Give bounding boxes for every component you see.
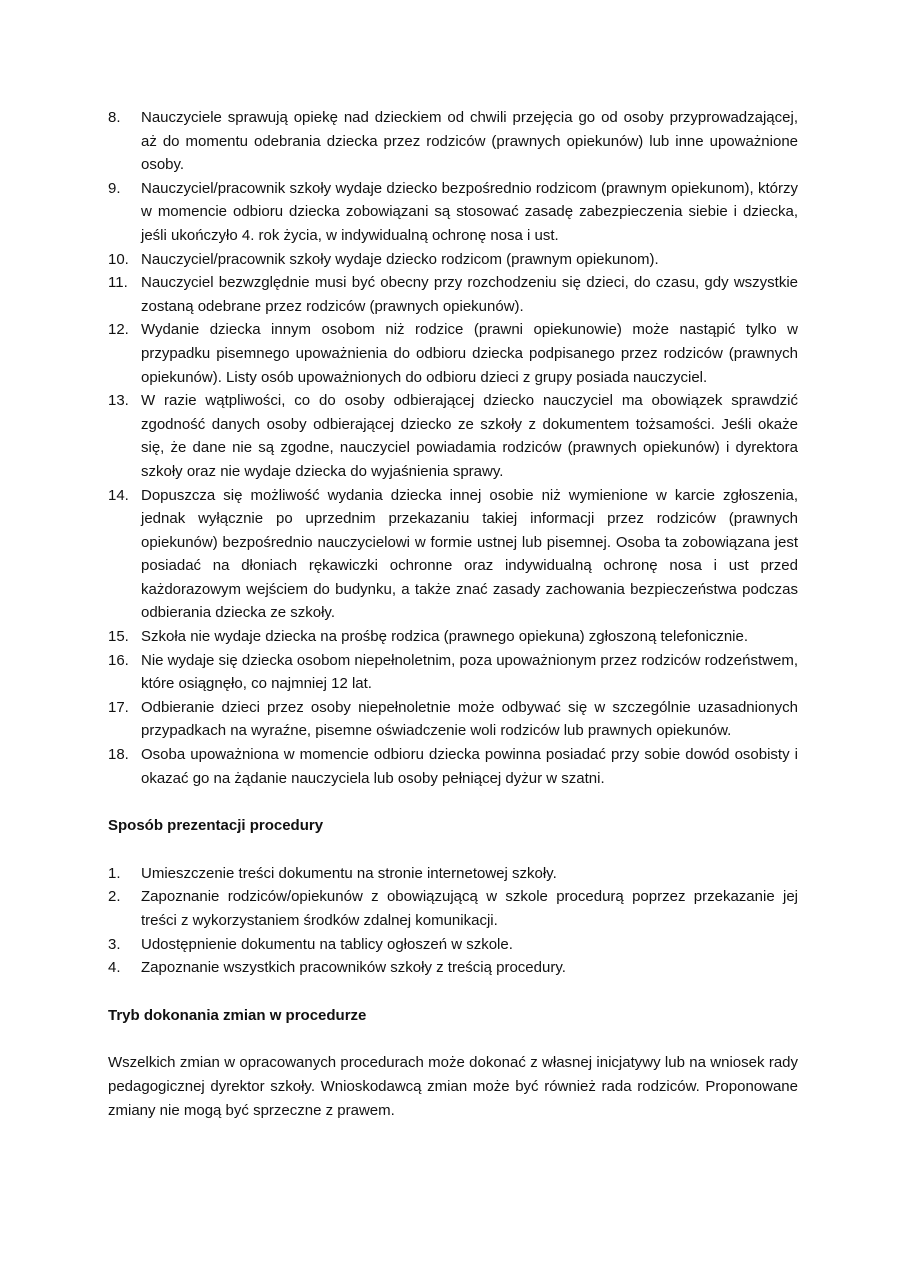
- item-number: 1.: [108, 864, 121, 882]
- item-text: W razie wątpliwości, co do osoby odbierającej dziecko nauczyciel ma obowiązek sprawdzić zgodność danych osoby odbierającej dziecko ze szkoły z dokumentem tożsamości. Jeśli okaże się, że dane nie są zgodne, nauczyciel powiadamia rodziców (prawnych opiekunów) i dyrektora szkoły oraz nie wydaje dziecka do wyjaśnienia sprawy.: [141, 392, 798, 480]
- document-page: [108, 106, 798, 1122]
- list-item: [108, 743, 798, 790]
- presentation-list: [108, 862, 798, 980]
- item-text: Osoba upoważniona w momencie odbioru dziecka powinna posiadać przy sobie dowód osobisty i okazać go na żądanie nauczyciela lub osoby pełniącej dyżur w szatni.: [141, 746, 798, 787]
- list-item: [108, 177, 798, 248]
- item-number: 11.: [108, 274, 128, 292]
- item-text: Szkoła nie wydaje dziecka na prośbę rodzica (prawnego opiekuna) zgłoszoną telefonicznie.: [141, 628, 749, 646]
- item-text: Udostępnienie dokumentu na tablicy ogłoszeń w szkole.: [141, 935, 513, 953]
- item-number: 2.: [108, 888, 121, 906]
- item-number: 18.: [108, 746, 129, 764]
- item-number: 15.: [108, 628, 129, 646]
- item-text: Nie wydaje się dziecka osobom niepełnoletnim, poza upoważnionym przez rodziców rodzeństwem, które osiągnęło, co najmniej 12 lat.: [141, 651, 798, 693]
- item-number: 3.: [108, 935, 121, 953]
- list-item: [108, 271, 798, 318]
- item-number: 9.: [108, 179, 121, 197]
- list-item: [108, 389, 798, 483]
- list-item: [108, 106, 798, 177]
- item-number: 10.: [108, 250, 129, 268]
- item-number: 16.: [108, 651, 129, 669]
- item-number: 4.: [108, 959, 121, 977]
- item-text: Zapoznanie rodziców/opiekunów z obowiązującą w szkole procedurą poprzez przekazanie jej treści z wykorzystaniem środków zdalnej komunikacji.: [141, 888, 798, 929]
- list-item: [108, 862, 798, 886]
- item-number: 12.: [108, 321, 129, 339]
- list-item: [108, 248, 798, 272]
- list-item: [108, 484, 798, 626]
- item-text: Umieszczenie treści dokumentu na stronie internetowej szkoły.: [141, 864, 557, 882]
- item-text: Zapoznanie wszystkich pracowników szkoły z treścią procedury.: [141, 959, 566, 977]
- section-heading-changes: Tryb dokonania zmian w procedurze: [108, 1006, 367, 1024]
- list-item: [108, 625, 798, 649]
- list-item: [108, 933, 798, 957]
- item-number: 14.: [108, 486, 129, 504]
- list-item: [108, 649, 798, 696]
- item-text: Wydanie dziecka innym osobom niż rodzice (prawni opiekunowie) może nastąpić tylko w przypadku pisemnego upoważnienia do odbioru dziecka podpisanego przez rodziców (prawnych opiekunów). Listy osób upoważnionych do odbioru dzieci z grupy posiada nauczyciel.: [141, 321, 798, 386]
- changes-paragraph: Wszelkich zmian w opracowanych procedurach może dokonać z własnej inicjatywy lub na wniosek rady pedagogicznej dyrektor szkoły. Wnioskodawcą zmian może być również rada rodziców. Proponowane zmiany nie mogą być sprzeczne z prawem.: [108, 1054, 798, 1119]
- item-text: Nauczyciel bezwzględnie musi być obecny przy rozchodzeniu się dzieci, do czasu, gdy wszystkie zostaną odebrane przez rodziców (prawnych opiekunów).: [141, 274, 798, 315]
- item-text: Nauczyciele sprawują opiekę nad dzieckiem od chwili przejęcia go od osoby przyprowadzającej, aż do momentu odebrania dziecka przez rodziców (prawnych opiekunów) lub inne upoważnione osoby.: [141, 109, 798, 174]
- item-number: 17.: [108, 698, 129, 716]
- list-item: [108, 318, 798, 389]
- item-text: Nauczyciel/pracownik szkoły wydaje dziecko bezpośrednio rodzicom (prawnym opiekunom), którzy w momencie odbioru dziecka zobowiązani są stosować zasadę zabezpieczenia siebie i dziecka, jeśli ukończyło 4. rok życia, w indywidualną ochronę nosa i ust.: [141, 179, 798, 244]
- section-heading-presentation: Sposób prezentacji procedury: [108, 817, 324, 835]
- item-number: 13.: [108, 392, 129, 410]
- procedure-list: [108, 106, 798, 790]
- list-item: [108, 885, 798, 932]
- list-item: [108, 696, 798, 743]
- item-text: Dopuszcza się możliwość wydania dziecka innej osobie niż wymienione w karcie zgłoszenia, jednak wyłącznie po uprzednim przekazaniu takiej informacji przez rodziców (prawnych opiekunów) bezpośrednio nauczycielowi w formie ustnej lub pisemnej. Osoba ta zobowiązana jest posiadać na dłoniach rękawiczki ochronne oraz indywidualną ochronę nosa i ust przed każdorazowym wejściem do budynku, a także znać zasady zachowania bezpieczeństwa podczas odbierania dziecka ze szkoły.: [141, 486, 798, 622]
- item-text: Nauczyciel/pracownik szkoły wydaje dziecko rodzicom (prawnym opiekunom).: [141, 250, 659, 268]
- item-text: Odbieranie dzieci przez osoby niepełnoletnie może odbywać się w szczególnie uzasadnionych przypadkach na wyraźne, pisemne oświadczenie woli rodziców lub prawnych opiekunów.: [141, 698, 798, 740]
- list-item: [108, 956, 798, 980]
- item-number: 8.: [108, 109, 121, 126]
